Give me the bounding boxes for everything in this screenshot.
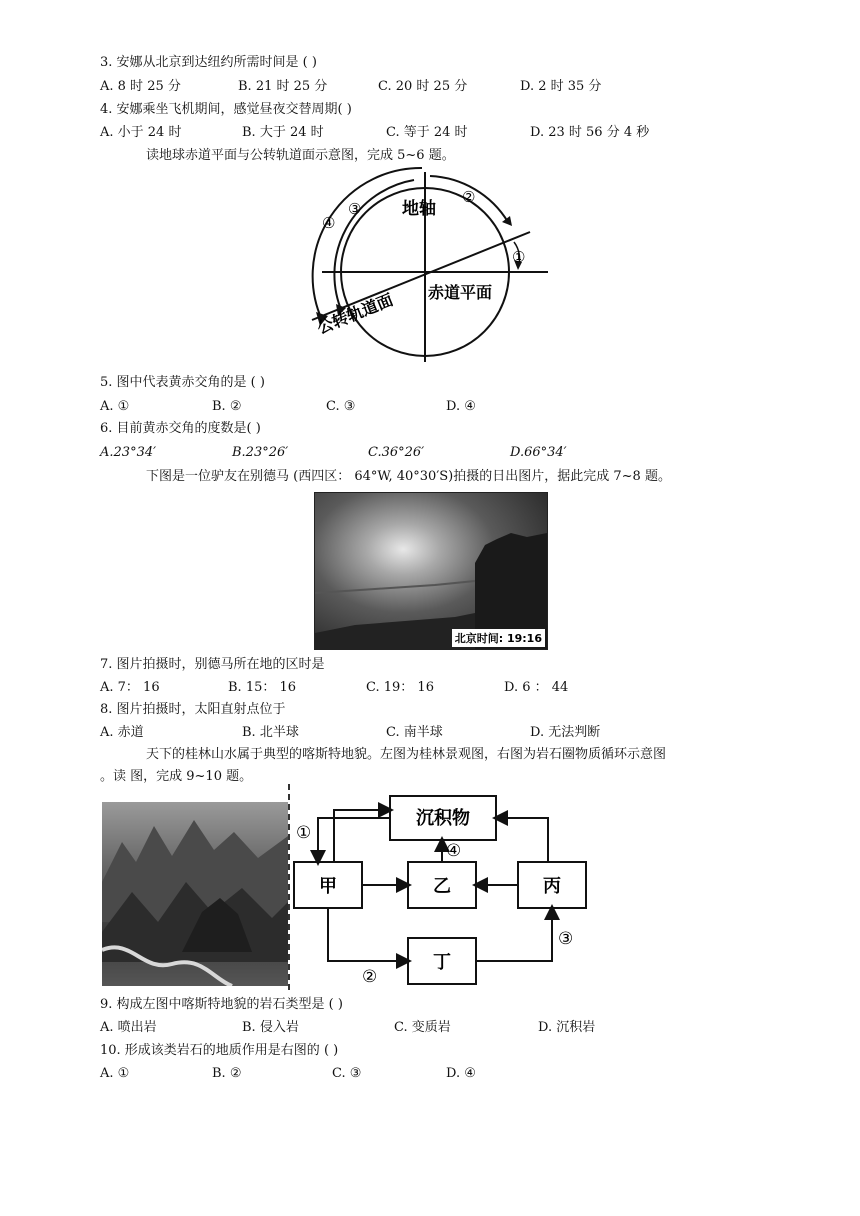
rock-marker-1: ①: [296, 823, 312, 843]
sediment-label: 沉积物: [416, 808, 470, 829]
q10-option-a: A. ①: [100, 1066, 130, 1081]
q8-option-c: C. 南半球: [386, 725, 443, 740]
marker-2: ②: [462, 188, 476, 206]
q3-option-d: D. 2 时 35 分: [520, 79, 602, 94]
q4-option-a: A. 小于 24 时: [100, 125, 182, 140]
q3-option-a: A. 8 时 25 分: [100, 79, 181, 94]
q6-option-d: D.66°34′: [510, 445, 567, 460]
q9-option-b: B. 侵入岩: [242, 1020, 299, 1035]
q8-stem: 8. 图片拍摄时，太阳直射点位于: [100, 702, 286, 717]
q6-option-c: C.36°26′: [368, 445, 425, 460]
rock-marker-2: ②: [362, 967, 378, 987]
intro-9-10-line2: 。读 图，完成 9~10 题。: [100, 769, 253, 784]
intro-9-10-line1: 天下的桂林山水属于典型的喀斯特地貌。左图为桂林景观图，右图为岩石圈物质循环示意图: [146, 747, 667, 762]
guilin-landscape-photo: [102, 802, 288, 986]
q7-option-d: D. 6 ： 44: [504, 680, 569, 695]
arrow-2: [328, 908, 408, 961]
rock-marker-4: ④: [446, 841, 462, 861]
intro-5-6: 读地球赤道平面与公转轨道面示意图，完成 5~6 题。: [146, 148, 455, 163]
arrow-3: [476, 908, 552, 961]
q10-option-c: C. ③: [332, 1066, 362, 1081]
marker-4: ④: [322, 214, 336, 232]
q10-option-b: B. ②: [212, 1066, 242, 1081]
q7-option-c: C. 19： 16: [366, 680, 434, 695]
orbit-label: 公转轨道面: [314, 290, 396, 338]
intro-7-8: 下图是一位驴友在别德马 (西四区： 64°W, 40°30′S)拍摄的日出图片，据此完成 7~8 题。: [146, 469, 671, 484]
equator-label: 赤道平面: [428, 283, 493, 302]
q10-stem: 10. 形成该类岩石的地质作用是右图的 ( ): [100, 1043, 339, 1058]
q8-option-a: A. 赤道: [100, 725, 144, 740]
q3-stem: 3. 安娜从北京到达纽约所需时间是 ( ): [100, 55, 317, 70]
photo-caption: 北京时间: 19:16: [452, 629, 545, 647]
bing-label: 丙: [543, 876, 561, 897]
q5-option-a: A. ①: [100, 399, 130, 414]
rock-cycle-diagram: [290, 790, 600, 990]
q7-option-b: B. 15： 16: [228, 680, 297, 695]
q5-stem: 5. 图中代表黄赤交角的是 ( ): [100, 375, 265, 390]
q7-stem: 7. 图片拍摄时，别德马所在地的区时是: [100, 657, 325, 672]
earth-orbit-diagram: [300, 162, 560, 374]
q4-option-d: D. 23 时 56 分 4 秒: [530, 125, 650, 140]
marker-3: ③: [348, 200, 362, 218]
q10-option-d: D. ④: [446, 1066, 476, 1081]
arrow-1: [318, 818, 390, 862]
q7-option-a: A. 7： 16: [100, 680, 160, 695]
q8-option-d: D. 无法判断: [530, 725, 601, 740]
q9-option-c: C. 变质岩: [394, 1020, 451, 1035]
q6-stem: 6. 目前黄赤交角的度数是( ): [100, 421, 261, 436]
q6-option-b: B.23°26′: [232, 445, 289, 460]
arrow-bing-sediment: [496, 818, 548, 862]
sunrise-photo: [314, 492, 548, 650]
q5-option-b: B. ②: [212, 399, 242, 414]
guilin-hills: [102, 802, 288, 986]
q9-option-d: D. 沉积岩: [538, 1020, 596, 1035]
q3-option-b: B. 21 时 25 分: [238, 79, 328, 94]
q4-option-b: B. 大于 24 时: [242, 125, 324, 140]
q8-option-b: B. 北半球: [242, 725, 299, 740]
q9-stem: 9. 构成左图中喀斯特地貌的岩石类型是 ( ): [100, 997, 343, 1012]
q6-option-a: A.23°34′: [100, 445, 157, 460]
ding-label: 丁: [433, 952, 451, 973]
q4-option-c: C. 等于 24 时: [386, 125, 468, 140]
axis-label: 地轴: [402, 199, 436, 219]
marker-1: ①: [512, 248, 526, 266]
q9-option-a: A. 喷出岩: [100, 1020, 157, 1035]
rock-marker-3: ③: [558, 929, 574, 949]
photo-silhouette: [315, 493, 547, 649]
q5-option-c: C. ③: [326, 399, 356, 414]
q5-option-d: D. ④: [446, 399, 476, 414]
yi-label: 乙: [433, 876, 451, 897]
q4-stem: 4. 安娜乘坐飞机期间，感觉昼夜交替周期( ): [100, 102, 352, 117]
q3-option-c: C. 20 时 25 分: [378, 79, 468, 94]
jia-label: 甲: [319, 876, 337, 897]
